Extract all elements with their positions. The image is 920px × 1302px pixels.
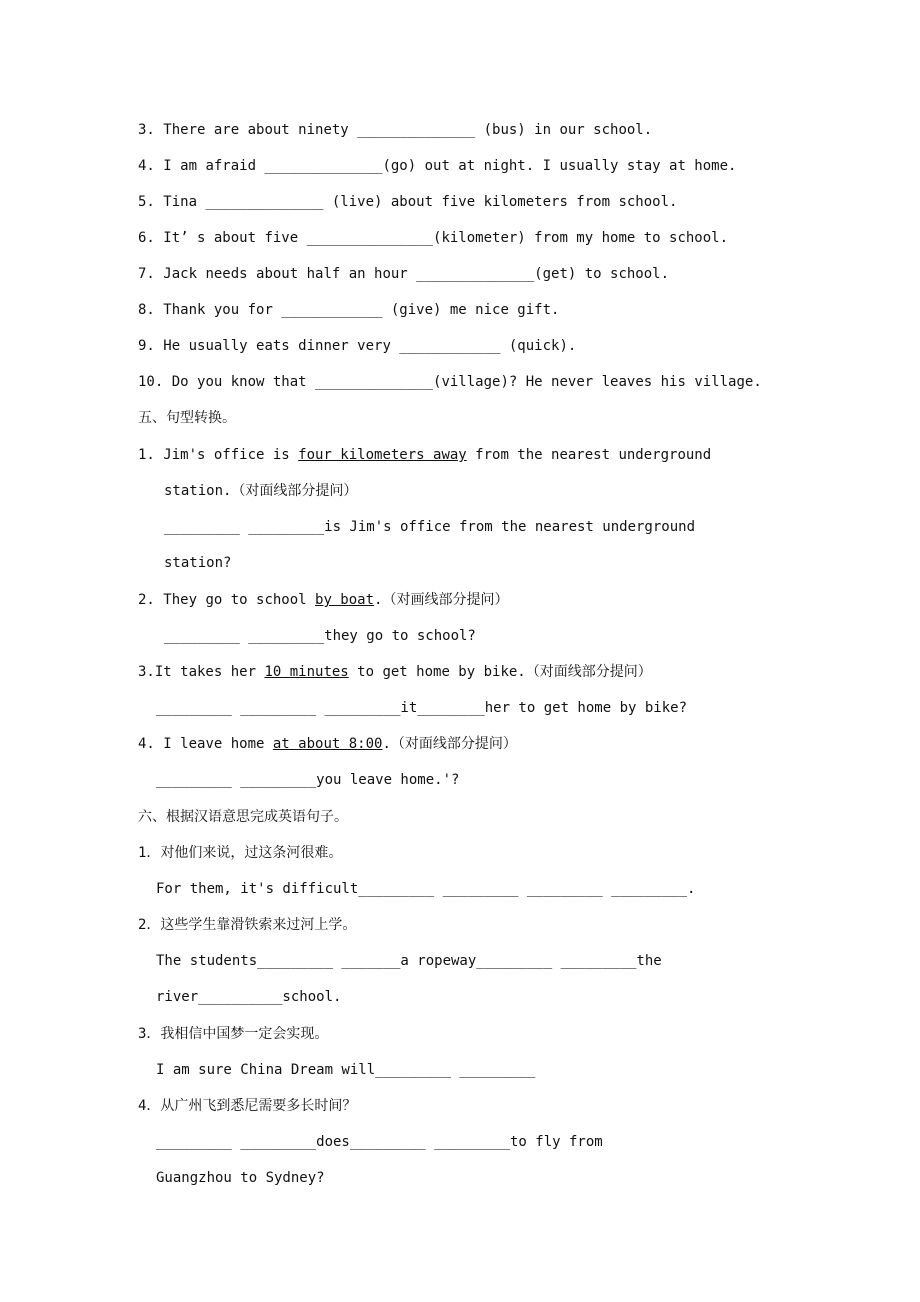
question-9	[138, 336, 576, 356]
translation-prompt-2: 2．这些学生靠滑铁索来过河上学。	[138, 917, 357, 933]
question-text: Do you know that ______________(village)? He never leaves his village.	[171, 374, 762, 390]
question-number: 1.	[138, 447, 155, 463]
question-10	[138, 372, 762, 392]
question-number: 3.	[138, 122, 155, 138]
answer-line-3: _________ _________ _________it________her to get home by bike?	[156, 700, 688, 716]
section-5-heading: 五、句型转换。	[138, 410, 236, 426]
question-number: 10.	[138, 374, 164, 390]
transform-question-1: 1. Jim's office is four kilometers away from the nearest underground	[138, 447, 712, 463]
question-text: Tina ______________ (live) about five kilometers from school.	[163, 194, 678, 210]
question-number: 8.	[138, 302, 155, 318]
translation-answer-4-cont: Guangzhou to Sydney?	[156, 1170, 325, 1186]
translation-answer-1: For them, it's difficult_________ _________ _________ _________.	[156, 881, 696, 897]
question-number: 2.	[138, 592, 155, 608]
question-text: Thank you for ____________ (give) me nice gift.	[163, 302, 560, 318]
question-number: 4.	[138, 158, 155, 174]
underlined-phrase: by boat	[315, 592, 375, 608]
question-number: 7.	[138, 266, 155, 282]
question-number: 9.	[138, 338, 155, 354]
question-text: There are about ninety ______________ (bus) in our school.	[163, 122, 653, 138]
question-4	[138, 156, 736, 176]
translation-answer-4: _________ _________does_________ _________to fly from	[156, 1134, 603, 1150]
transform-question-2: 2. They go to school by boat.（对画线部分提问）	[138, 592, 509, 608]
translation-prompt-1: 1．对他们来说，过这条河很难。	[138, 845, 343, 861]
question-7	[138, 264, 669, 284]
question-8	[138, 300, 559, 320]
question-5	[138, 192, 677, 212]
answer-line-1: _________ _________is Jim's office from the nearest underground	[164, 519, 696, 535]
transform-question-1-cont: station.（对面线部分提问）	[164, 483, 358, 499]
question-6	[138, 228, 728, 248]
question-number: 6.	[138, 230, 155, 246]
question-text: It’ s about five _______________(kilometer) from my home to school.	[163, 230, 729, 246]
underlined-phrase: at about 8:00	[272, 736, 383, 752]
question-number: 5.	[138, 194, 155, 210]
section-6-heading: 六、根据汉语意思完成英语句子。	[138, 809, 348, 825]
translation-answer-3: I am sure China Dream will_________ _________	[156, 1062, 536, 1078]
transform-question-4: 4. I leave home at about 8:00.（对面线部分提问）	[138, 736, 517, 752]
translation-prompt-4: 4．从广州飞到悉尼需要多长时间？	[138, 1098, 357, 1114]
underlined-phrase: 10 minutes	[264, 664, 349, 680]
underlined-phrase: four kilometers away	[298, 447, 467, 463]
answer-line-1-cont: station?	[164, 555, 232, 571]
question-3	[138, 120, 652, 140]
question-text: Jack needs about half an hour ______________(get) to school.	[163, 266, 670, 282]
answer-line-4: _________ _________you leave home.'?	[156, 772, 460, 788]
question-text: I am afraid ______________(go) out at night. I usually stay at home.	[163, 158, 737, 174]
question-number: 4.	[138, 736, 155, 752]
translation-answer-2-cont: river__________school.	[156, 989, 342, 1005]
translation-prompt-3: 3．我相信中国梦一定会实现。	[138, 1026, 329, 1042]
question-text: He usually eats dinner very ____________ (quick).	[163, 338, 577, 354]
translation-answer-2: The students_________ _______a ropeway_________ _________the	[156, 953, 662, 969]
answer-line-2: _________ _________they go to school?	[164, 628, 476, 644]
transform-question-3: 3.It takes her 10 minutes to get home by bike.（对面线部分提问）	[138, 664, 652, 680]
